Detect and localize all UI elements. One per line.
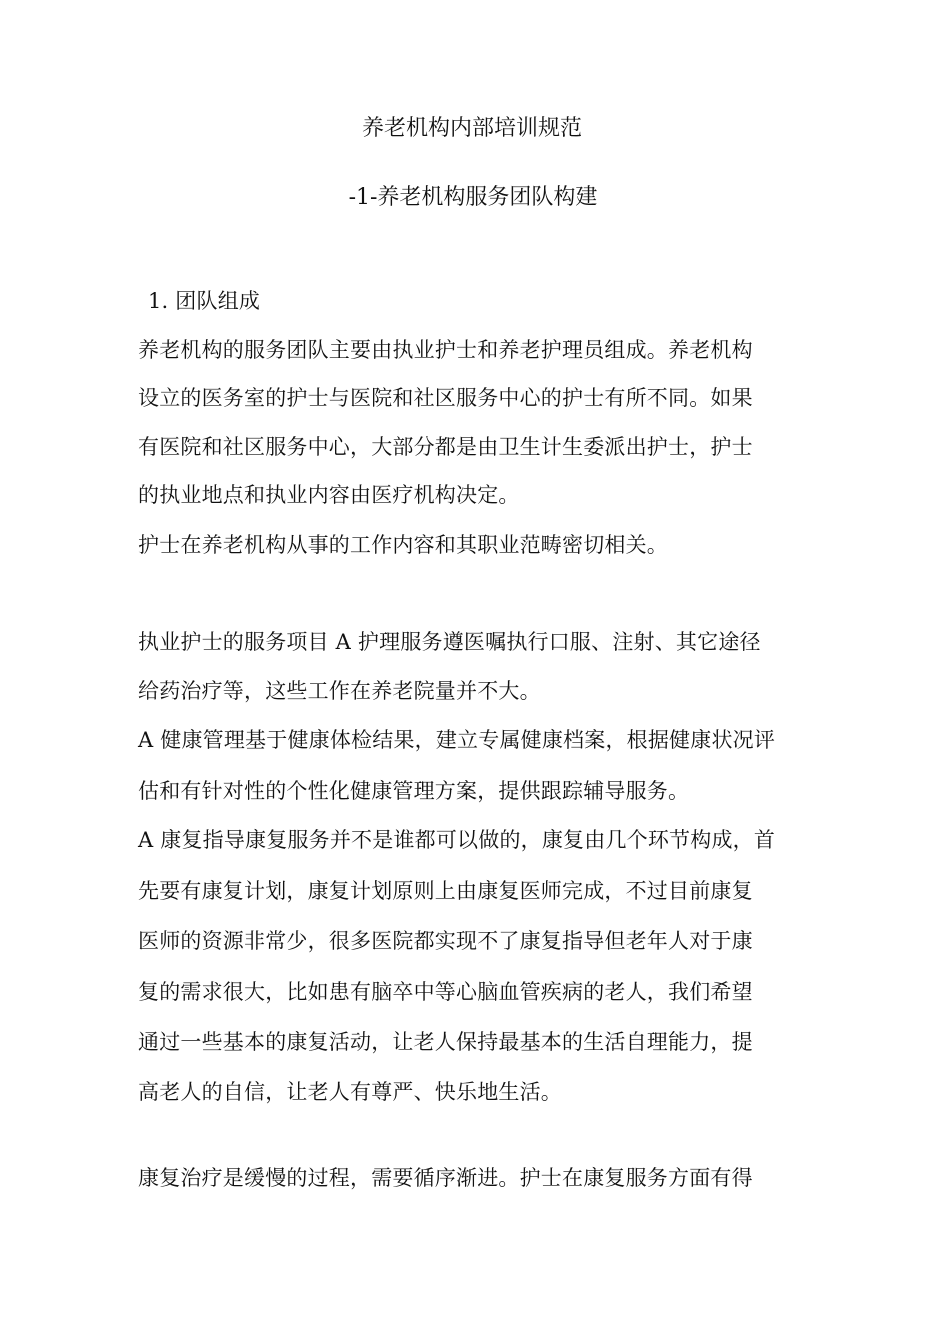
paragraph-line: 执业护士的服务项目 A 护理服务遵医嘱执行口服、注射、其它途径 [138,630,761,654]
paragraph-line: 给药治疗等，这些工作在养老院量并不大。 [138,679,541,703]
paragraph-line: 的执业地点和执业内容由医疗机构决定。 [138,483,520,507]
paragraph-line: 高老人的自信，让老人有尊严、快乐地生活。 [138,1080,562,1104]
paragraph-line: A 康复指导康复服务并不是谁都可以做的，康复由几个环节构成，首 [138,828,776,852]
paragraph-line: 医师的资源非常少，很多医院都实现不了康复指导但老年人对于康 [138,929,753,953]
paragraph-line: 复的需求很大，比如患有脑卒中等心脑血管疾病的老人，我们希望 [138,980,753,1004]
paragraph-line: 设立的医务室的护士与医院和社区服务中心的护士有所不同。如果 [138,386,753,410]
paragraph-line: 先要有康复计划，康复计划原则上由康复医师完成，不过目前康复 [138,879,753,903]
paragraph-line: 有医院和社区服务中心，大部分都是由卫生计生委派出护士，护士 [138,435,753,459]
paragraph-line: 通过一些基本的康复活动，让老人保持最基本的生活自理能力，提 [138,1030,753,1054]
paragraph-line: 康复治疗是缓慢的过程，需要循序渐进。护士在康复服务方面有得 [138,1166,753,1190]
paragraph-line: A 健康管理基于健康体检结果，建立专属健康档案，根据健康状况评 [138,728,776,752]
document-title: 养老机构内部培训规范 [361,116,582,141]
paragraph-line: 估和有针对性的个性化健康管理方案，提供跟踪辅导服务。 [138,779,690,803]
paragraph-line: 养老机构的服务团队主要由执业护士和养老护理员组成。养老机构 [138,338,753,362]
paragraph-line: 护士在养老机构从事的工作内容和其职业范畴密切相关。 [138,533,668,557]
section-heading: 1. 团队组成 [148,289,261,313]
document-subtitle: -1-养老机构服务团队构建 [348,185,598,210]
